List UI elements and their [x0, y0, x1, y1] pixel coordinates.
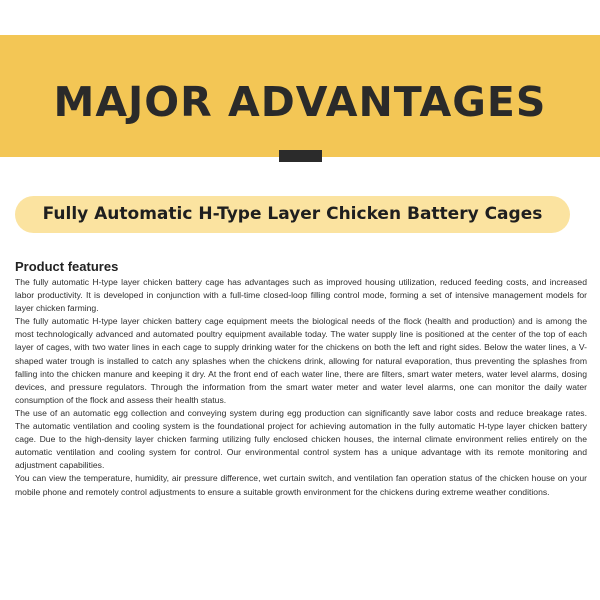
- section-heading: Product features: [15, 259, 119, 274]
- banner-underline-bar: [279, 150, 322, 162]
- paragraph: The use of an automatic egg collection and conveying system during egg production can significantly save labor costs and reduce breakage rates. The automatic ventilation and cooling system is the foundational project for achieving automation in the fully automatic H-type layer chicken battery cage. Due to the high-density layer chicken farming utilizing fully enclosed chicken houses, the internal climate environment relies entirely on the automatic ventilation and cooling system for control. Our environmental control system has a unique advantage with its remote monitoring and adjustment capabilities.: [15, 407, 587, 471]
- product-title-pill: Fully Automatic H-Type Layer Chicken Battery Cages: [15, 196, 570, 233]
- paragraph: You can view the temperature, humidity, air pressure difference, wet curtain switch, and ventilation fan operation status of the chicken house on your mobile phone and remotely control adjustments to ensure a suitable growth environment for the chickens during extreme weather conditions.: [15, 473, 587, 497]
- paragraph: The fully automatic H-type layer chicken battery cage has advantages such as improved housing utilization, reduced feeding costs, and increased labor productivity. It is developed in conjunction with a full-time closed-loop filling control mode, forming a set of intensive management models for layer chicken farming.: [15, 277, 587, 314]
- banner-title: MAJOR ADVANTAGES: [53, 78, 547, 126]
- paragraph: The fully automatic H-type layer chicken battery cage equipment meets the biological needs of the flock (health and production) and is among the most technologically advanced and automated poultry equipment available today. The water supply line is positioned at the center of the top of each layer of cages, with two water lines in each cage to supply drinking water for the chickens on both the left and right sides. Below the water lines, a V-shaped water trough is installed to catch any splashes when the chickens drink, allowing for natural evaporation, thus preventing the splashes from falling into the chicken manure and keeping it dry. At the front end of each water line, there are filters, smart water meters, water level alarms, dosing devices, and pressure regulators. Through the information from the smart water meter and water level alarms, one can monitor the daily water consumption of the flock and assess their health status.: [15, 316, 587, 405]
- product-features-section: [15, 258, 587, 499]
